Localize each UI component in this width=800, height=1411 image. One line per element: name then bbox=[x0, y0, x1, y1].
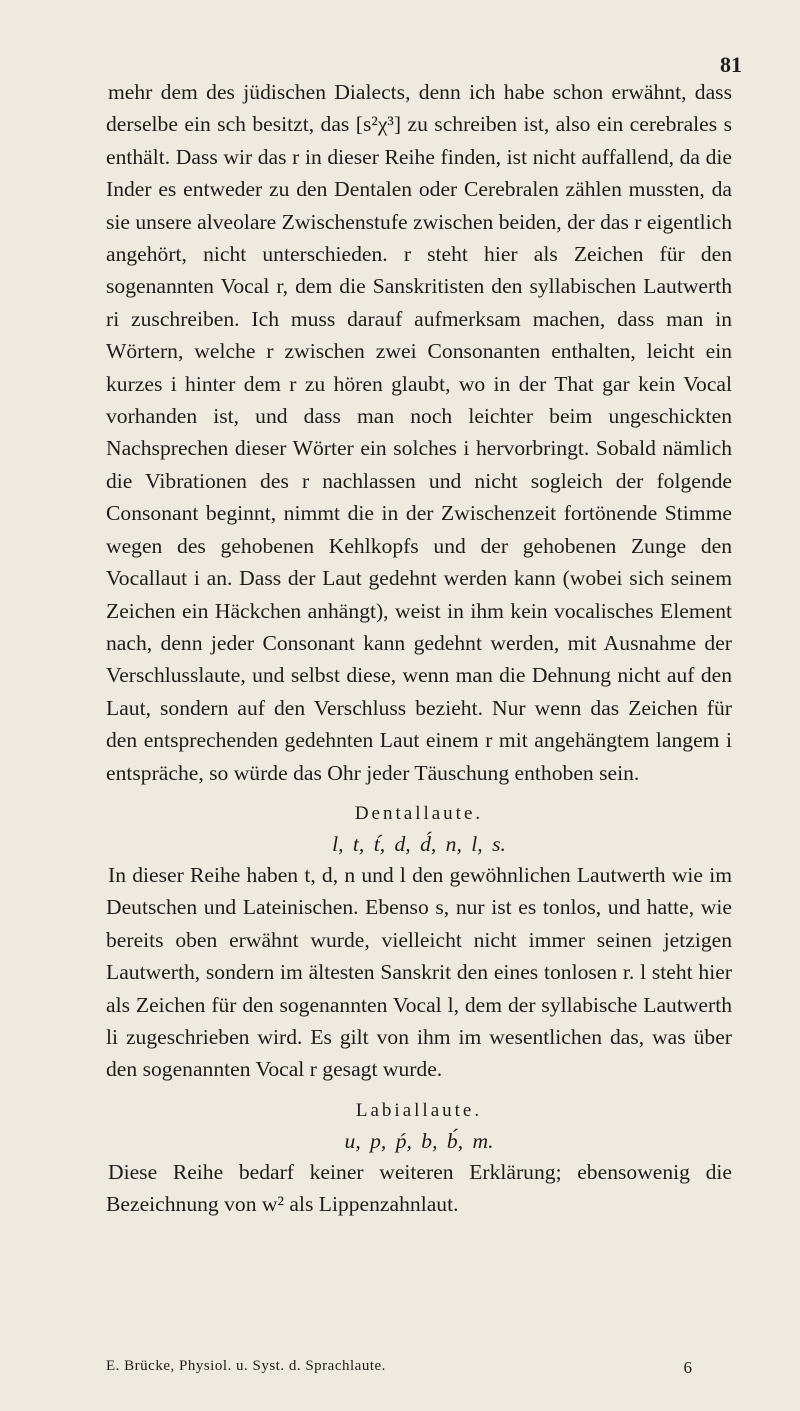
signature-mark: 6 bbox=[683, 1358, 692, 1377]
heading-labiallaute: Labiallaute. bbox=[355, 1099, 483, 1121]
page-footer bbox=[106, 1358, 732, 1378]
paragraph-labial: Diese Reihe bedarf keiner weiteren Erklärung; ebensowenig die Bezeichnung von w² als Lippenzahnlaut. bbox=[106, 1159, 732, 1217]
footer-source: E. Brücke, Physiol. u. Syst. d. Sprachlaute. bbox=[106, 1358, 386, 1374]
dental-letter-list: l, t, t́, d, d́, n, l, s. bbox=[332, 831, 506, 856]
labial-letter-list: u, p, ṕ, b, b́, m. bbox=[344, 1128, 494, 1153]
page-number: 81 bbox=[720, 52, 742, 77]
paragraph-intro: mehr dem des jüdischen Dialects, denn ich habe schon erwähnt, dass derselbe ein sch besitzt, das [s²χ³] zu schreiben ist, also ein cerebrales s enthält. Dass wir das r in dieser Reihe finden, ist nicht auffallend, da die Inder es entweder zu den Dentalen oder Cerebralen zählen mussten, da sie unsere alveolare Zwischenstufe zwischen beiden, der das r eigentlich angehört, nicht unterschieden. r steht hier als Zeichen für den sogenannten Vocal r, dem die Sanskritisten den syllabischen Lautwerth ri zuschreiben. Ich muss darauf aufmerksam machen, dass man in Wörtern, welche r zwischen zwei Consonanten enthalten, leicht ein kurzes i hinter dem r zu hören glaubt, wo in der That gar kein Vocal vorhanden ist, und dass man noch leichter beim ungeschickten Nachsprechen dieser Wörter ein solches i hervorbringt. Sobald nämlich die Vibrationen des r nachlassen und nicht sogleich der folgende Consonant beginnt, nimmt die in der Zwischenzeit fortönende Stimme wegen des gehobenen Kehlkopfs und der gehobenen Zunge den Vocallaut i an. Dass der Laut gedehnt werden kann (wobei sich seinem Zeichen ein Häckchen anhängt), weist in ihm kein vocalisches Element nach, denn jeder Consonant kann gedehnt werden, mit Ausnahme der Verschlusslaute, und selbst diese, wenn man die Dehnung nicht auf den Laut, sondern auf den Verschluss bezieht. Nur wenn das Zeichen für den entsprechenden gedehnten Laut einem r mit angehängtem langem i entspräche, so würde das Ohr jeder Täuschung enthoben sein. bbox=[106, 80, 732, 785]
main-text bbox=[106, 76, 732, 1221]
paragraph-dental: In dieser Reihe haben t, d, n und l den gewöhnlichen Lautwerth wie im Deutschen und Lateinischen. Ebenso s, nur ist es tonlos, und hatte, wie bereits oben erwähnt wurde, vielleicht nicht immer seinen jetzigen Lautwerth, sondern im ältesten Sanskrit den eines tonlosen r. l steht hier als Zeichen für den sogenannten Vocal l, dem der syllabische Lautwerth li zugeschrieben wird. Es gilt von ihm im wesentlichen das, was über den sogenannten Vocal r gesagt wurde. bbox=[106, 862, 732, 1082]
heading-dentallaute: Dentallaute. bbox=[354, 802, 484, 824]
